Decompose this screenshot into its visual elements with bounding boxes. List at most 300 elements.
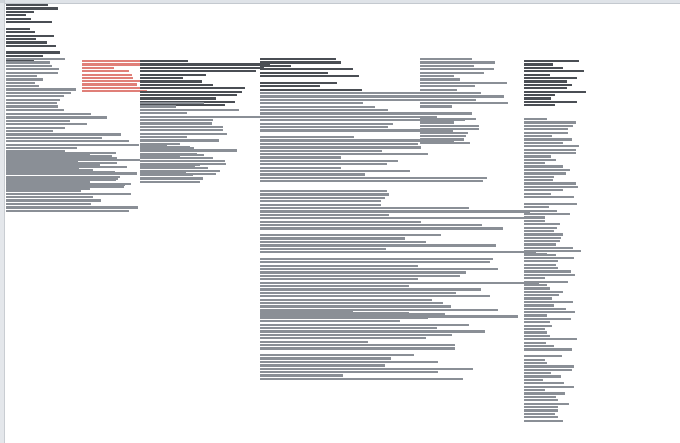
cell-text-line (6, 137, 102, 139)
cell-text-line (420, 121, 454, 123)
cell-text-line (260, 112, 472, 114)
cell-text-line (82, 87, 140, 89)
cell-text-line (260, 136, 354, 138)
cell-text-line (524, 74, 550, 76)
cell-text-line (260, 251, 536, 253)
cell-text-line (260, 109, 388, 111)
cell-text-line (140, 87, 245, 89)
cell-text-line (524, 210, 557, 212)
cell-text-line (140, 154, 204, 156)
cell-text-line (524, 338, 577, 340)
cell-text-line (524, 420, 563, 422)
cell-text-line (140, 112, 187, 114)
cell-text-line (524, 294, 559, 296)
cell-text-line (524, 318, 571, 320)
cell-text-line (260, 156, 341, 158)
cell-text-line (524, 135, 552, 137)
cell-text-line (260, 361, 438, 363)
cell-text-line (260, 160, 398, 162)
cell-text-line (420, 65, 474, 67)
cell-text-line (140, 109, 239, 111)
cell-text-line (6, 51, 60, 53)
cell-text-line (420, 128, 479, 130)
cell-text-line (260, 227, 503, 229)
cell-text-line (140, 102, 204, 104)
cell-text-line (260, 265, 418, 267)
cell-text-line (524, 223, 560, 225)
cell-block-center-b[interactable] (260, 190, 540, 322)
cell-text-line (260, 190, 387, 192)
cell-text-line (140, 133, 227, 135)
cell-text-line (524, 328, 545, 330)
cell-text-line (524, 406, 558, 408)
cell-text-line (524, 274, 575, 276)
cell-text-line (420, 92, 468, 94)
cell-text-line (6, 193, 131, 195)
cell-text-line (6, 147, 77, 149)
select-all-corner[interactable] (0, 0, 4, 3)
cell-text-line (82, 80, 145, 82)
cell-text-line (524, 97, 551, 99)
cell-text-line (6, 95, 64, 97)
cell-text-line (6, 75, 37, 77)
cell-text-line (260, 200, 381, 202)
cell-text-line (260, 299, 432, 301)
cell-text-line (260, 295, 490, 297)
cell-text-line (140, 116, 262, 118)
cell-text-line (260, 258, 493, 260)
cell-text-line (524, 91, 586, 93)
cell-text-line (260, 285, 409, 287)
cell-text-line (6, 189, 81, 191)
cell-text-line (82, 83, 137, 85)
cell-text-line (524, 270, 571, 272)
cell-text-line (524, 155, 551, 157)
cell-text-line (6, 99, 60, 101)
cell-text-line (420, 135, 466, 137)
cell-text-line (524, 264, 556, 266)
cell-text-line (524, 345, 554, 347)
cell-text-line (420, 105, 452, 107)
cell-text-line (260, 305, 451, 307)
cell-text-line (524, 186, 578, 188)
cell-text-line (6, 199, 101, 201)
cell-text-line (420, 125, 479, 127)
cell-text-line (524, 94, 555, 96)
cell-text-line (260, 221, 421, 223)
cell-text-line (524, 145, 579, 147)
cell-text-line (260, 85, 320, 87)
column-header-bar[interactable] (0, 0, 680, 4)
cell-block-far-right-c[interactable] (524, 250, 577, 423)
cell-text-line (260, 65, 291, 67)
cell-text-line (6, 203, 91, 205)
cell-text-line (6, 72, 58, 74)
cell-text-line (6, 31, 35, 33)
cell-text-line (140, 181, 200, 183)
cell-text-line (6, 210, 129, 212)
cell-text-line (6, 35, 54, 37)
cell-text-line (6, 68, 59, 70)
cell-text-line (260, 282, 539, 284)
cell-text-line (6, 21, 52, 23)
cell-text-line (524, 243, 556, 245)
cell-text-line (524, 172, 566, 174)
cell-text-line (524, 77, 577, 79)
cell-text-line (140, 167, 208, 169)
cell-text-line (524, 335, 550, 337)
cell-text-line (524, 301, 573, 303)
cell-text-line (524, 291, 563, 293)
cell-block-far-right-b[interactable] (524, 118, 581, 257)
cell-text-line (524, 386, 574, 388)
cell-text-line (260, 292, 456, 294)
cell-text-line (260, 310, 353, 312)
cell-text-line (420, 102, 508, 104)
cell-text-line (524, 314, 547, 316)
cell-text-line (140, 157, 213, 159)
cell-text-line (420, 68, 494, 70)
cell-text-line (260, 317, 428, 319)
cell-text-line (260, 75, 359, 77)
cell-text-line (420, 61, 495, 63)
cell-text-line (260, 204, 381, 206)
cell-text-line (140, 177, 203, 179)
cell-text-line (524, 70, 584, 72)
cell-text-line (6, 4, 48, 6)
cell-text-line (260, 288, 481, 290)
cell-text-line (524, 409, 558, 411)
cell-text-line (260, 248, 386, 250)
cell-text-line (140, 97, 216, 99)
cell-text-line (524, 63, 553, 65)
cell-text-line (260, 357, 391, 359)
cell-text-line (6, 213, 140, 216)
cell-text-line (260, 378, 463, 380)
cell-text-line (524, 297, 552, 299)
cell-text-line (260, 302, 443, 304)
cell-text-line (524, 118, 547, 120)
cell-text-line (524, 138, 572, 140)
cell-text-line (524, 355, 562, 357)
cell-text-line (524, 403, 569, 405)
cell-text-line (6, 162, 117, 164)
cell-text-line (6, 7, 58, 9)
cell-text-line (524, 389, 545, 391)
cell-text-line (260, 354, 414, 356)
cell-text-line (524, 179, 553, 181)
cell-text-line (6, 85, 39, 87)
cell-text-line (260, 193, 389, 195)
cell-text-line (524, 321, 550, 323)
cell-text-line (524, 325, 552, 327)
cell-text-line (260, 374, 343, 376)
cell-text-line (524, 142, 563, 144)
cell-text-line (524, 216, 545, 218)
cell-text-line (524, 67, 563, 69)
cell-text-line (260, 173, 365, 175)
cell-text-line (260, 271, 466, 273)
cell-text-line (260, 68, 353, 70)
cell-text-line (140, 136, 187, 138)
cell-text-line (6, 169, 93, 171)
cell-text-line (524, 331, 547, 333)
cell-block-left-2[interactable] (6, 58, 65, 85)
cell-text-line (524, 311, 575, 313)
cell-text-line (140, 147, 194, 149)
cell-text-line (260, 244, 496, 246)
cell-text-line (260, 327, 437, 329)
cell-text-line (260, 320, 400, 322)
cell-text-line (140, 60, 188, 62)
cell-text-line (82, 90, 147, 92)
cell-text-line (6, 130, 53, 132)
cell-block-red-note[interactable] (82, 60, 146, 80)
cell-text-line (260, 153, 428, 155)
cell-text-line (140, 74, 206, 76)
cell-text-line (524, 196, 574, 198)
cell-text-line (260, 324, 469, 326)
cell-text-line (524, 359, 545, 361)
cell-text-line (260, 177, 487, 179)
cell-text-line (140, 119, 213, 121)
cell-text-line (524, 362, 547, 364)
cell-text-line (82, 70, 129, 72)
cell-text-line (260, 180, 483, 182)
cell-text-line (6, 58, 65, 60)
cell-text-line (6, 28, 30, 30)
cell-text-line (140, 91, 242, 93)
cell-text-line (260, 268, 498, 270)
cell-text-line (260, 371, 438, 373)
cell-text-line (6, 183, 131, 185)
cell-text-line (524, 365, 574, 367)
cell-text-line (260, 163, 387, 165)
cell-text-line (260, 278, 418, 280)
cell-text-line (260, 102, 363, 104)
cell-text-line (260, 330, 485, 332)
cell-text-line (260, 368, 473, 370)
cell-text-line (524, 203, 577, 205)
cell-text-line (260, 234, 441, 236)
cell-text-line (6, 78, 43, 80)
row-header-bar[interactable] (0, 0, 5, 443)
cell-block-center-c[interactable] (260, 310, 485, 381)
cell-text-line (6, 55, 43, 57)
cell-text-line (420, 118, 476, 120)
cell-text-line (260, 82, 337, 84)
cell-text-line (140, 171, 186, 173)
cell-text-line (140, 143, 167, 145)
cell-text-line (6, 172, 137, 174)
cell-text-line (524, 176, 554, 178)
cell-text-line (260, 217, 540, 219)
cell-text-line (6, 14, 26, 16)
cell-text-line (6, 38, 36, 40)
cell-text-line (140, 164, 200, 166)
cell-text-line (6, 18, 31, 20)
cell-text-line (260, 224, 482, 226)
cell-text-line (420, 58, 472, 60)
cell-text-line (524, 227, 557, 229)
cell-block-right-mid[interactable] (420, 58, 508, 109)
cell-text-line (524, 257, 574, 259)
cell-text-line (524, 152, 576, 154)
cell-text-line (6, 88, 76, 90)
cell-text-line (82, 63, 146, 65)
cell-text-line (6, 133, 121, 135)
cell-text-line (260, 150, 382, 152)
cell-text-line (6, 196, 93, 198)
cell-text-line (6, 82, 35, 84)
cell-text-line (6, 92, 71, 94)
cell-text-line (524, 193, 551, 195)
cell-block-red-note-2[interactable] (82, 80, 147, 94)
cell-text-line (524, 159, 556, 161)
cell-text-line (524, 162, 545, 164)
cell-text-line (6, 155, 112, 157)
cell-text-line (82, 74, 132, 76)
cell-text-line (140, 63, 270, 65)
cell-text-line (6, 186, 124, 188)
cell-text-line (260, 89, 362, 91)
cell-text-line (524, 396, 556, 398)
cell-text-line (260, 61, 341, 63)
cell-text-line (260, 210, 530, 212)
cell-text-line (524, 375, 561, 377)
cell-text-line (6, 179, 116, 181)
cell-text-line (524, 233, 563, 235)
cell-text-line (524, 250, 551, 252)
cell-text-line (524, 277, 545, 279)
cell-text-line (260, 344, 455, 346)
cell-text-line (524, 413, 555, 415)
cell-text-line (524, 240, 560, 242)
cell-text-line (260, 364, 385, 366)
cell-text-line (420, 95, 504, 97)
cell-text-line (524, 281, 568, 283)
cell-block-col3-c[interactable] (140, 140, 213, 184)
cell-text-line (524, 287, 550, 289)
cell-text-line (6, 102, 57, 104)
cell-text-line (260, 116, 437, 118)
cell-text-line (82, 67, 114, 69)
cell-text-line (524, 101, 577, 103)
cell-text-line (260, 106, 375, 108)
cell-text-line (6, 152, 116, 154)
cell-text-line (6, 127, 65, 129)
cell-text-line (140, 94, 237, 96)
cell-text-line (524, 379, 543, 381)
cell-text-line (6, 144, 139, 146)
cell-text-line (524, 84, 572, 86)
cell-text-line (6, 140, 129, 142)
cell-text-line (260, 341, 368, 343)
cell-text-line (524, 169, 570, 171)
cell-text-line (260, 126, 388, 128)
cell-block-right-mid-2[interactable] (420, 118, 479, 145)
cell-text-line (260, 72, 328, 74)
cell-text-line (140, 70, 256, 72)
cell-text-line (524, 369, 572, 371)
cell-text-line (524, 104, 555, 106)
cell-text-line (420, 72, 484, 74)
cell-text-line (420, 132, 468, 134)
cell-text-line (6, 113, 91, 115)
cell-text-line (524, 247, 573, 249)
cell-text-line (6, 105, 58, 107)
cell-text-line (6, 61, 50, 63)
cell-text-line (524, 213, 570, 215)
cell-text-line (260, 337, 426, 339)
cell-text-line (524, 348, 572, 350)
cell-text-line (6, 176, 120, 178)
cell-text-line (524, 87, 567, 89)
cell-text-line (260, 347, 455, 349)
cell-text-line (524, 399, 558, 401)
cell-text-line (260, 167, 341, 169)
cell-text-line (420, 82, 507, 84)
cell-block-left-4[interactable] (6, 152, 140, 216)
cell-text-line (260, 275, 460, 277)
cell-text-line (524, 182, 576, 184)
cell-text-line (524, 237, 561, 239)
cell-text-line (524, 267, 558, 269)
cell-text-line (140, 77, 183, 79)
cell-text-line (140, 122, 212, 124)
cell-text-line (524, 132, 568, 134)
cell-text-line (140, 129, 223, 131)
cell-block-top-left[interactable] (6, 4, 60, 65)
cell-text-line (524, 128, 568, 130)
cell-block-col3-a[interactable] (140, 60, 270, 107)
cell-text-line (6, 109, 64, 111)
cell-block-center-top[interactable] (260, 58, 362, 95)
cell-text-line (82, 77, 133, 79)
cell-text-line (524, 121, 576, 123)
cell-text-line (524, 284, 547, 286)
cell-text-line (260, 197, 385, 199)
cell-text-line (420, 85, 475, 87)
cell-text-line (6, 166, 127, 168)
cell-text-line (524, 230, 554, 232)
cell-text-line (6, 45, 56, 47)
cell-text-line (140, 105, 176, 107)
cell-text-line (140, 140, 199, 142)
cell-text-line (524, 372, 551, 374)
cell-text-line (260, 241, 426, 243)
cell-text-line (260, 58, 336, 60)
cell-text-line (6, 11, 34, 13)
cell-text-line (420, 75, 454, 77)
cell-text-line (524, 260, 558, 262)
cell-text-line (420, 78, 460, 80)
cell-text-line (524, 382, 564, 384)
cell-text-line (524, 165, 563, 167)
cell-text-line (524, 416, 558, 418)
cell-text-line (260, 313, 445, 315)
cell-text-line (140, 150, 191, 152)
cell-text-line (524, 304, 554, 306)
cell-text-line (260, 143, 418, 145)
cell-text-line (260, 170, 410, 172)
cell-text-line (260, 261, 490, 263)
cell-text-line (6, 123, 87, 125)
cell-block-left-3[interactable] (6, 85, 76, 112)
cell-text-line (6, 159, 140, 161)
cell-text-line (260, 237, 405, 239)
cell-block-far-right-a[interactable] (524, 60, 586, 107)
